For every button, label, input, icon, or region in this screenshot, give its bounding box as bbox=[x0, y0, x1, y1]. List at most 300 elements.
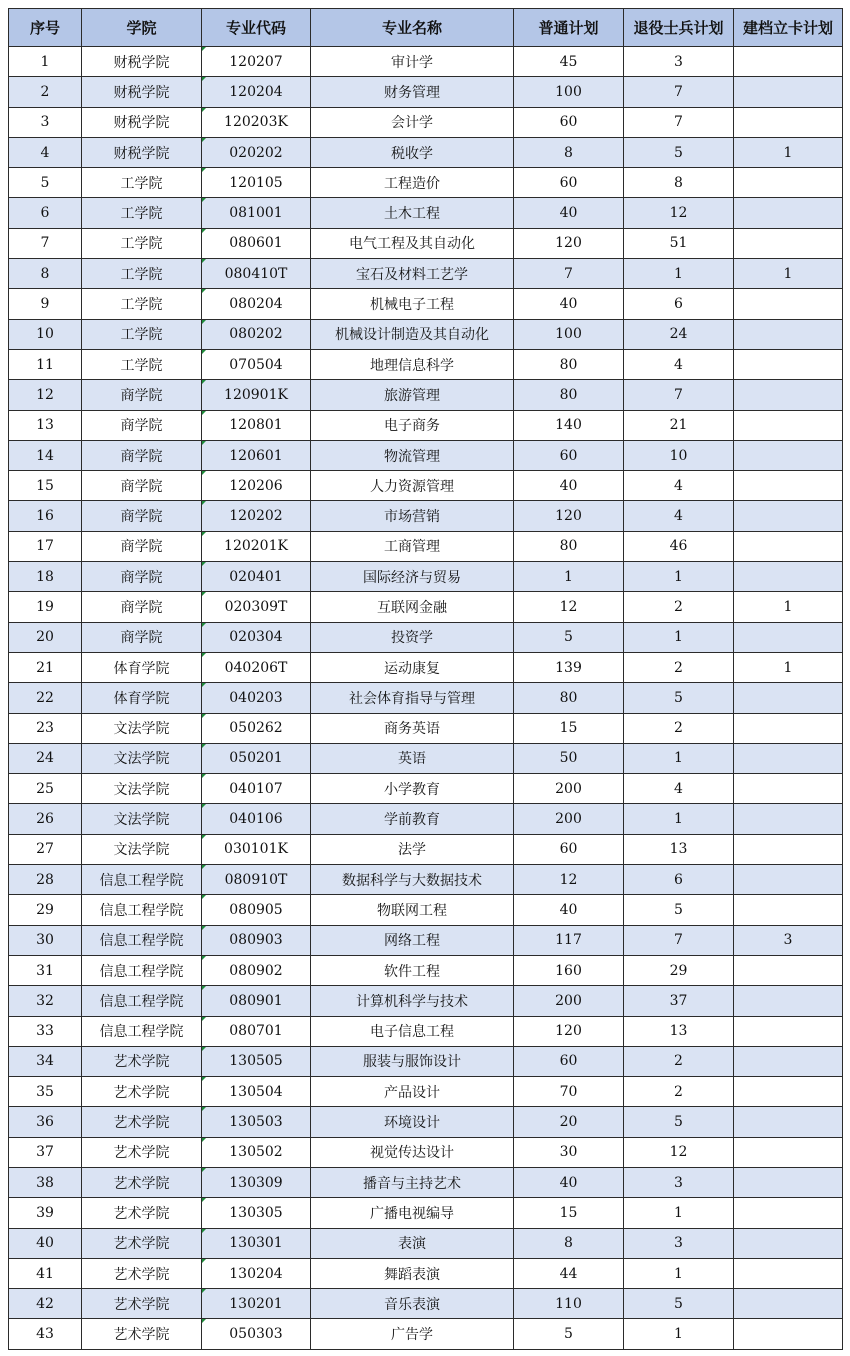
cell-college: 信息工程学院 bbox=[82, 1016, 202, 1046]
cell-seq: 28 bbox=[9, 865, 82, 895]
cell-poverty-plan bbox=[734, 1046, 843, 1076]
cell-major-name: 物联网工程 bbox=[311, 895, 514, 925]
cell-veteran-plan: 7 bbox=[624, 925, 734, 955]
cell-veteran-plan: 6 bbox=[624, 865, 734, 895]
cell-seq: 3 bbox=[9, 107, 82, 137]
cell-seq: 18 bbox=[9, 562, 82, 592]
cell-veteran-plan: 1 bbox=[624, 1319, 734, 1349]
cell-poverty-plan bbox=[734, 471, 843, 501]
table-row bbox=[9, 349, 843, 379]
cell-veteran-plan: 5 bbox=[624, 137, 734, 167]
cell-college: 工学院 bbox=[82, 259, 202, 289]
cell-major-name: 国际经济与贸易 bbox=[311, 562, 514, 592]
cell-veteran-plan: 13 bbox=[624, 1016, 734, 1046]
cell-major-name: 税收学 bbox=[311, 137, 514, 167]
cell-veteran-plan: 4 bbox=[624, 471, 734, 501]
cell-seq: 11 bbox=[9, 349, 82, 379]
cell-veteran-plan: 29 bbox=[624, 955, 734, 985]
cell-major-name: 广告学 bbox=[311, 1319, 514, 1349]
table-row bbox=[9, 1198, 843, 1228]
cell-regular-plan: 30 bbox=[514, 1137, 624, 1167]
enrollment-plan-table bbox=[8, 8, 843, 1350]
cell-major-name: 表演 bbox=[311, 1228, 514, 1258]
cell-regular-plan: 120 bbox=[514, 1016, 624, 1046]
cell-major-code: 050303 bbox=[202, 1319, 311, 1349]
cell-seq: 13 bbox=[9, 410, 82, 440]
cell-major-name: 社会体育指导与管理 bbox=[311, 683, 514, 713]
cell-veteran-plan: 5 bbox=[624, 1289, 734, 1319]
cell-poverty-plan bbox=[734, 683, 843, 713]
cell-college: 财税学院 bbox=[82, 77, 202, 107]
cell-seq: 42 bbox=[9, 1289, 82, 1319]
cell-poverty-plan bbox=[734, 319, 843, 349]
cell-major-name: 人力资源管理 bbox=[311, 471, 514, 501]
cell-veteran-plan: 2 bbox=[624, 592, 734, 622]
cell-major-code: 130502 bbox=[202, 1137, 311, 1167]
table-row bbox=[9, 198, 843, 228]
cell-seq: 27 bbox=[9, 834, 82, 864]
cell-college: 艺术学院 bbox=[82, 1258, 202, 1288]
cell-veteran-plan: 1 bbox=[624, 562, 734, 592]
table-row bbox=[9, 1016, 843, 1046]
cell-veteran-plan: 13 bbox=[624, 834, 734, 864]
cell-major-name: 播音与主持艺术 bbox=[311, 1167, 514, 1197]
header-major-name: 专业名称 bbox=[311, 9, 514, 47]
cell-veteran-plan: 1 bbox=[624, 1198, 734, 1228]
table-row bbox=[9, 228, 843, 258]
cell-major-code: 130504 bbox=[202, 1077, 311, 1107]
table-row bbox=[9, 380, 843, 410]
cell-college: 信息工程学院 bbox=[82, 895, 202, 925]
cell-college: 工学院 bbox=[82, 289, 202, 319]
cell-college: 财税学院 bbox=[82, 107, 202, 137]
cell-veteran-plan: 51 bbox=[624, 228, 734, 258]
cell-major-name: 电子信息工程 bbox=[311, 1016, 514, 1046]
table-row bbox=[9, 1046, 843, 1076]
table-row bbox=[9, 289, 843, 319]
cell-regular-plan: 8 bbox=[514, 1228, 624, 1258]
cell-regular-plan: 12 bbox=[514, 865, 624, 895]
cell-seq: 43 bbox=[9, 1319, 82, 1349]
cell-major-name: 小学教育 bbox=[311, 774, 514, 804]
cell-college: 文法学院 bbox=[82, 804, 202, 834]
cell-major-code: 120201K bbox=[202, 531, 311, 561]
cell-college: 信息工程学院 bbox=[82, 865, 202, 895]
cell-major-code: 080202 bbox=[202, 319, 311, 349]
table-row bbox=[9, 1167, 843, 1197]
header-regular-plan: 普通计划 bbox=[514, 9, 624, 47]
cell-seq: 30 bbox=[9, 925, 82, 955]
cell-college: 体育学院 bbox=[82, 652, 202, 682]
cell-college: 商学院 bbox=[82, 531, 202, 561]
cell-college: 体育学院 bbox=[82, 683, 202, 713]
cell-major-name: 服装与服饰设计 bbox=[311, 1046, 514, 1076]
cell-college: 工学院 bbox=[82, 319, 202, 349]
cell-veteran-plan: 4 bbox=[624, 501, 734, 531]
cell-major-code: 080901 bbox=[202, 986, 311, 1016]
cell-seq: 39 bbox=[9, 1198, 82, 1228]
header-college: 学院 bbox=[82, 9, 202, 47]
cell-seq: 26 bbox=[9, 804, 82, 834]
cell-regular-plan: 15 bbox=[514, 713, 624, 743]
cell-college: 商学院 bbox=[82, 440, 202, 470]
table-row bbox=[9, 107, 843, 137]
cell-seq: 14 bbox=[9, 440, 82, 470]
cell-regular-plan: 5 bbox=[514, 1319, 624, 1349]
cell-veteran-plan: 10 bbox=[624, 440, 734, 470]
cell-major-code: 070504 bbox=[202, 349, 311, 379]
cell-seq: 1 bbox=[9, 47, 82, 77]
cell-poverty-plan bbox=[734, 1258, 843, 1288]
cell-regular-plan: 40 bbox=[514, 289, 624, 319]
cell-poverty-plan: 1 bbox=[734, 592, 843, 622]
cell-major-name: 会计学 bbox=[311, 107, 514, 137]
cell-poverty-plan bbox=[734, 47, 843, 77]
cell-major-name: 法学 bbox=[311, 834, 514, 864]
cell-major-name: 工程造价 bbox=[311, 168, 514, 198]
cell-major-code: 040107 bbox=[202, 774, 311, 804]
cell-poverty-plan bbox=[734, 865, 843, 895]
cell-veteran-plan: 2 bbox=[624, 652, 734, 682]
cell-veteran-plan: 1 bbox=[624, 259, 734, 289]
cell-poverty-plan: 1 bbox=[734, 137, 843, 167]
cell-college: 商学院 bbox=[82, 562, 202, 592]
cell-college: 商学院 bbox=[82, 410, 202, 440]
cell-veteran-plan: 3 bbox=[624, 47, 734, 77]
cell-regular-plan: 200 bbox=[514, 986, 624, 1016]
cell-veteran-plan: 3 bbox=[624, 1228, 734, 1258]
cell-regular-plan: 5 bbox=[514, 622, 624, 652]
cell-veteran-plan: 12 bbox=[624, 1137, 734, 1167]
cell-major-name: 软件工程 bbox=[311, 955, 514, 985]
cell-regular-plan: 160 bbox=[514, 955, 624, 985]
cell-major-name: 市场营销 bbox=[311, 501, 514, 531]
cell-poverty-plan bbox=[734, 77, 843, 107]
table-row bbox=[9, 471, 843, 501]
cell-seq: 23 bbox=[9, 713, 82, 743]
cell-veteran-plan: 3 bbox=[624, 1167, 734, 1197]
cell-poverty-plan bbox=[734, 955, 843, 985]
cell-college: 工学院 bbox=[82, 349, 202, 379]
cell-major-name: 工商管理 bbox=[311, 531, 514, 561]
cell-major-name: 土木工程 bbox=[311, 198, 514, 228]
cell-college: 商学院 bbox=[82, 380, 202, 410]
cell-college: 信息工程学院 bbox=[82, 986, 202, 1016]
cell-poverty-plan: 1 bbox=[734, 259, 843, 289]
cell-major-code: 080204 bbox=[202, 289, 311, 319]
cell-major-name: 音乐表演 bbox=[311, 1289, 514, 1319]
cell-veteran-plan: 8 bbox=[624, 168, 734, 198]
cell-regular-plan: 100 bbox=[514, 77, 624, 107]
cell-veteran-plan: 12 bbox=[624, 198, 734, 228]
cell-poverty-plan bbox=[734, 440, 843, 470]
cell-poverty-plan bbox=[734, 289, 843, 319]
cell-major-name: 机械设计制造及其自动化 bbox=[311, 319, 514, 349]
cell-major-name: 广播电视编导 bbox=[311, 1198, 514, 1228]
table-row bbox=[9, 47, 843, 77]
cell-seq: 41 bbox=[9, 1258, 82, 1288]
cell-major-code: 130503 bbox=[202, 1107, 311, 1137]
cell-regular-plan: 60 bbox=[514, 440, 624, 470]
table-row bbox=[9, 1258, 843, 1288]
cell-poverty-plan bbox=[734, 1137, 843, 1167]
cell-seq: 24 bbox=[9, 743, 82, 773]
cell-major-code: 081001 bbox=[202, 198, 311, 228]
cell-poverty-plan bbox=[734, 562, 843, 592]
cell-major-code: 080601 bbox=[202, 228, 311, 258]
cell-poverty-plan bbox=[734, 107, 843, 137]
table-row bbox=[9, 1228, 843, 1258]
cell-college: 财税学院 bbox=[82, 137, 202, 167]
cell-college: 艺术学院 bbox=[82, 1107, 202, 1137]
cell-poverty-plan bbox=[734, 986, 843, 1016]
cell-veteran-plan: 4 bbox=[624, 774, 734, 804]
cell-college: 工学院 bbox=[82, 168, 202, 198]
cell-regular-plan: 80 bbox=[514, 683, 624, 713]
cell-major-name: 舞蹈表演 bbox=[311, 1258, 514, 1288]
cell-major-code: 080903 bbox=[202, 925, 311, 955]
cell-poverty-plan bbox=[734, 168, 843, 198]
cell-major-code: 020309T bbox=[202, 592, 311, 622]
cell-seq: 12 bbox=[9, 380, 82, 410]
table-row bbox=[9, 137, 843, 167]
cell-major-code: 080910T bbox=[202, 865, 311, 895]
cell-college: 文法学院 bbox=[82, 743, 202, 773]
cell-regular-plan: 40 bbox=[514, 198, 624, 228]
cell-major-code: 020401 bbox=[202, 562, 311, 592]
cell-seq: 29 bbox=[9, 895, 82, 925]
table-row bbox=[9, 1289, 843, 1319]
cell-major-name: 互联网金融 bbox=[311, 592, 514, 622]
cell-college: 文法学院 bbox=[82, 834, 202, 864]
cell-poverty-plan bbox=[734, 1107, 843, 1137]
cell-regular-plan: 100 bbox=[514, 319, 624, 349]
cell-major-code: 050262 bbox=[202, 713, 311, 743]
cell-major-code: 120202 bbox=[202, 501, 311, 531]
cell-major-code: 040106 bbox=[202, 804, 311, 834]
cell-major-code: 130201 bbox=[202, 1289, 311, 1319]
table-row bbox=[9, 804, 843, 834]
cell-major-name: 视觉传达设计 bbox=[311, 1137, 514, 1167]
cell-major-name: 计算机科学与技术 bbox=[311, 986, 514, 1016]
cell-seq: 7 bbox=[9, 228, 82, 258]
cell-seq: 8 bbox=[9, 259, 82, 289]
table-row bbox=[9, 865, 843, 895]
cell-poverty-plan bbox=[734, 895, 843, 925]
cell-veteran-plan: 24 bbox=[624, 319, 734, 349]
cell-seq: 25 bbox=[9, 774, 82, 804]
table-row bbox=[9, 1319, 843, 1349]
cell-veteran-plan: 1 bbox=[624, 622, 734, 652]
table-row bbox=[9, 622, 843, 652]
table-row bbox=[9, 77, 843, 107]
cell-regular-plan: 120 bbox=[514, 501, 624, 531]
cell-poverty-plan bbox=[734, 1289, 843, 1319]
cell-veteran-plan: 2 bbox=[624, 713, 734, 743]
cell-poverty-plan bbox=[734, 380, 843, 410]
cell-major-name: 电气工程及其自动化 bbox=[311, 228, 514, 258]
cell-seq: 33 bbox=[9, 1016, 82, 1046]
cell-seq: 10 bbox=[9, 319, 82, 349]
cell-regular-plan: 45 bbox=[514, 47, 624, 77]
cell-regular-plan: 8 bbox=[514, 137, 624, 167]
cell-veteran-plan: 21 bbox=[624, 410, 734, 440]
cell-regular-plan: 80 bbox=[514, 380, 624, 410]
cell-regular-plan: 60 bbox=[514, 168, 624, 198]
cell-major-code: 080701 bbox=[202, 1016, 311, 1046]
cell-seq: 32 bbox=[9, 986, 82, 1016]
cell-regular-plan: 70 bbox=[514, 1077, 624, 1107]
cell-college: 艺术学院 bbox=[82, 1198, 202, 1228]
cell-veteran-plan: 1 bbox=[624, 743, 734, 773]
cell-regular-plan: 117 bbox=[514, 925, 624, 955]
cell-seq: 35 bbox=[9, 1077, 82, 1107]
table-row bbox=[9, 1137, 843, 1167]
cell-veteran-plan: 37 bbox=[624, 986, 734, 1016]
table-row bbox=[9, 925, 843, 955]
cell-poverty-plan bbox=[734, 713, 843, 743]
cell-veteran-plan: 7 bbox=[624, 77, 734, 107]
cell-veteran-plan: 4 bbox=[624, 349, 734, 379]
table-row bbox=[9, 562, 843, 592]
cell-poverty-plan bbox=[734, 622, 843, 652]
cell-veteran-plan: 46 bbox=[624, 531, 734, 561]
table-row bbox=[9, 1077, 843, 1107]
cell-regular-plan: 1 bbox=[514, 562, 624, 592]
cell-major-name: 审计学 bbox=[311, 47, 514, 77]
cell-seq: 2 bbox=[9, 77, 82, 107]
cell-regular-plan: 50 bbox=[514, 743, 624, 773]
cell-major-code: 120105 bbox=[202, 168, 311, 198]
cell-regular-plan: 80 bbox=[514, 349, 624, 379]
cell-regular-plan: 60 bbox=[514, 1046, 624, 1076]
cell-college: 艺术学院 bbox=[82, 1077, 202, 1107]
cell-poverty-plan: 3 bbox=[734, 925, 843, 955]
header-veteran-plan: 退役士兵计划 bbox=[624, 9, 734, 47]
cell-major-name: 运动康复 bbox=[311, 652, 514, 682]
cell-regular-plan: 40 bbox=[514, 471, 624, 501]
cell-veteran-plan: 5 bbox=[624, 1107, 734, 1137]
cell-veteran-plan: 2 bbox=[624, 1046, 734, 1076]
table-row bbox=[9, 986, 843, 1016]
cell-major-code: 120206 bbox=[202, 471, 311, 501]
cell-regular-plan: 40 bbox=[514, 895, 624, 925]
cell-major-code: 120901K bbox=[202, 380, 311, 410]
cell-regular-plan: 200 bbox=[514, 774, 624, 804]
cell-regular-plan: 15 bbox=[514, 1198, 624, 1228]
cell-regular-plan: 110 bbox=[514, 1289, 624, 1319]
cell-major-code: 030101K bbox=[202, 834, 311, 864]
cell-major-code: 120207 bbox=[202, 47, 311, 77]
cell-seq: 5 bbox=[9, 168, 82, 198]
cell-regular-plan: 20 bbox=[514, 1107, 624, 1137]
cell-major-code: 130505 bbox=[202, 1046, 311, 1076]
cell-poverty-plan bbox=[734, 228, 843, 258]
cell-college: 信息工程学院 bbox=[82, 925, 202, 955]
cell-regular-plan: 80 bbox=[514, 531, 624, 561]
header-seq: 序号 bbox=[9, 9, 82, 47]
cell-major-code: 130204 bbox=[202, 1258, 311, 1288]
cell-seq: 21 bbox=[9, 652, 82, 682]
cell-poverty-plan bbox=[734, 1077, 843, 1107]
cell-college: 文法学院 bbox=[82, 774, 202, 804]
table-row bbox=[9, 774, 843, 804]
cell-major-name: 英语 bbox=[311, 743, 514, 773]
table-row bbox=[9, 683, 843, 713]
table-row bbox=[9, 652, 843, 682]
cell-seq: 17 bbox=[9, 531, 82, 561]
cell-major-code: 120203K bbox=[202, 107, 311, 137]
cell-major-code: 120801 bbox=[202, 410, 311, 440]
cell-poverty-plan bbox=[734, 1228, 843, 1258]
cell-poverty-plan bbox=[734, 804, 843, 834]
cell-college: 财税学院 bbox=[82, 47, 202, 77]
cell-major-code: 080410T bbox=[202, 259, 311, 289]
cell-major-name: 数据科学与大数据技术 bbox=[311, 865, 514, 895]
cell-seq: 22 bbox=[9, 683, 82, 713]
cell-veteran-plan: 5 bbox=[624, 895, 734, 925]
cell-major-name: 宝石及材料工艺学 bbox=[311, 259, 514, 289]
cell-college: 文法学院 bbox=[82, 713, 202, 743]
table-row bbox=[9, 895, 843, 925]
cell-major-code: 020304 bbox=[202, 622, 311, 652]
cell-regular-plan: 60 bbox=[514, 834, 624, 864]
cell-regular-plan: 139 bbox=[514, 652, 624, 682]
header-major-code: 专业代码 bbox=[202, 9, 311, 47]
cell-seq: 19 bbox=[9, 592, 82, 622]
cell-poverty-plan bbox=[734, 1016, 843, 1046]
cell-regular-plan: 40 bbox=[514, 1167, 624, 1197]
cell-poverty-plan bbox=[734, 1198, 843, 1228]
cell-regular-plan: 44 bbox=[514, 1258, 624, 1288]
cell-major-name: 网络工程 bbox=[311, 925, 514, 955]
table-row bbox=[9, 501, 843, 531]
cell-major-code: 130301 bbox=[202, 1228, 311, 1258]
cell-seq: 9 bbox=[9, 289, 82, 319]
cell-major-name: 电子商务 bbox=[311, 410, 514, 440]
table-row bbox=[9, 319, 843, 349]
cell-veteran-plan: 1 bbox=[624, 804, 734, 834]
cell-major-name: 商务英语 bbox=[311, 713, 514, 743]
cell-poverty-plan bbox=[734, 834, 843, 864]
cell-college: 商学院 bbox=[82, 622, 202, 652]
table-row bbox=[9, 955, 843, 985]
cell-major-name: 旅游管理 bbox=[311, 380, 514, 410]
cell-regular-plan: 140 bbox=[514, 410, 624, 440]
cell-poverty-plan bbox=[734, 1319, 843, 1349]
cell-poverty-plan bbox=[734, 349, 843, 379]
cell-major-code: 020202 bbox=[202, 137, 311, 167]
cell-college: 艺术学院 bbox=[82, 1046, 202, 1076]
cell-college: 艺术学院 bbox=[82, 1137, 202, 1167]
cell-seq: 31 bbox=[9, 955, 82, 985]
cell-seq: 40 bbox=[9, 1228, 82, 1258]
cell-major-code: 120601 bbox=[202, 440, 311, 470]
cell-poverty-plan bbox=[734, 774, 843, 804]
cell-major-name: 产品设计 bbox=[311, 1077, 514, 1107]
cell-major-code: 040203 bbox=[202, 683, 311, 713]
table-row bbox=[9, 1107, 843, 1137]
cell-regular-plan: 12 bbox=[514, 592, 624, 622]
cell-regular-plan: 120 bbox=[514, 228, 624, 258]
cell-seq: 36 bbox=[9, 1107, 82, 1137]
cell-seq: 37 bbox=[9, 1137, 82, 1167]
table-row bbox=[9, 834, 843, 864]
cell-major-code: 080905 bbox=[202, 895, 311, 925]
cell-college: 商学院 bbox=[82, 471, 202, 501]
cell-seq: 4 bbox=[9, 137, 82, 167]
cell-college: 艺术学院 bbox=[82, 1228, 202, 1258]
